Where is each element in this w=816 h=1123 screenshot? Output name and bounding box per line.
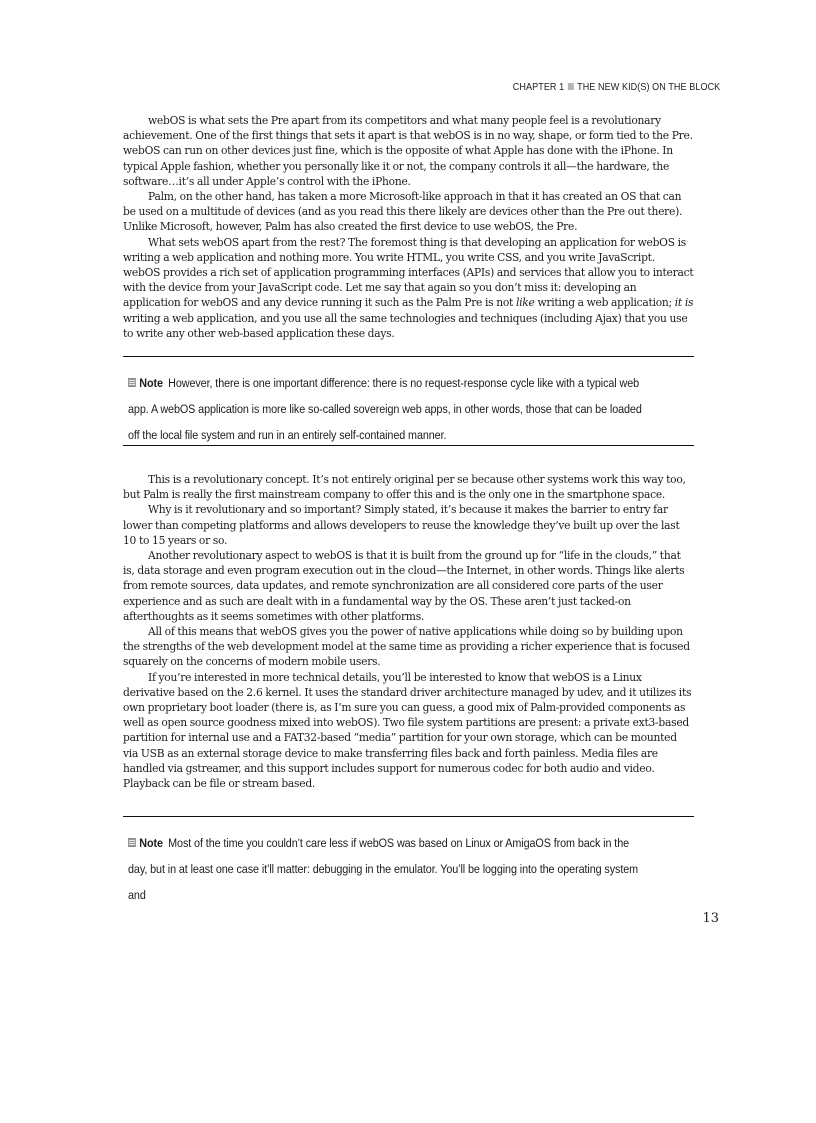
note-text: Most of the time you couldn’t care less if webOS was based on Linux or AmigaOS from back in the day, but in at least one case it’ll matter: debugging in the emulator. You’ll be logging into the operating system and: [128, 836, 639, 902]
note-icon: [128, 378, 136, 387]
note-top-rule: [123, 816, 694, 817]
separator-square-icon: [567, 83, 573, 90]
note-text: However, there is one important difference: there is no request-response cycle like with a typical web app. A webOS application is more like so-called sovereign web apps, in other words, those that can be loaded off the local file system and run in an entirely self-contained manner.: [128, 376, 642, 442]
note-box: [128, 830, 650, 908]
paragraph: This is a revolutionary concept. It’s not entirely original per se because other systems work this way too, but Palm is really the first mainstream company to offer this and is the only one in the smartphone space.: [123, 473, 686, 502]
paragraph: Why is it revolutionary and so important? Simply stated, it’s because it makes the barrier to entry far lower than competing platforms and allows developers to reuse the knowledge they’ve built up over the last 10 to 15 years or so.: [123, 503, 680, 547]
emphasis: like: [515, 296, 535, 310]
running-header: [512, 81, 720, 93]
emphasis: it is: [674, 296, 694, 310]
note-top-rule: [123, 356, 694, 357]
note-box: [128, 370, 650, 448]
paragraph: Palm, on the other hand, has taken a more Microsoft-like approach in that it has created an OS that can be used on a multitude of devices (and as you read this there likely are devices other than the Pre out there). Unlike Microsoft, however, Palm has also created the first device to use webOS, the Pre.: [123, 190, 683, 234]
paragraph: What sets webOS apart from the rest? The foremost thing is that developing an application for webOS is writing a web application and nothing more. You write HTML, you write CSS, and you write JavaScript. webOS provides a rich set of application programming interfaces (APIs) and services that allow you to interact with the device from your JavaScript code. Let me say that again so you don’t miss it: developing an application for webOS and any device running it such as the Palm Pre is not like writing a web application; it is writing a web application, and you use all the same technologies and techniques (including Ajax) that you use to write any other web-based application these days.: [123, 235, 694, 340]
chapter-label: CHAPTER 1: [512, 81, 564, 93]
section-2: [123, 472, 694, 791]
paragraph: All of this means that webOS gives you the power of native applications while doing so by building upon the strengths of the web development model at the same time as providing a richer experience that is focused squarely on the concerns of modern mobile users.: [123, 625, 690, 669]
paragraph: Another revolutionary aspect to webOS is that it is built from the ground up for “life in the clouds,” that is, data storage and even program execution out in the cloud—the Internet, in other words. Things like alerts from remote sources, data updates, and remote synchronization are all considered core parts of the user experience and as such are dealt with in a fundamental way by the OS. These aren’t just tacked-on afterthoughts as it seems sometimes with other platforms.: [123, 549, 685, 623]
paragraph: If you’re interested in more technical details, you’ll be interested to know that webOS is a Linux derivative based on the 2.6 kernel. It uses the standard driver architecture managed by udev, and it utilizes its own proprietary boot loader (there is, as I’m sure you can guess, a good mix of Palm-provided components as well as open source goodness mixed into webOS). Two file system partitions are present: a private ext3-based partition for internal use and a FAT32-based “media” partition for your own storage, which can be mounted via USB as an external storage device to make transferring files back and forth painless. Media files are handled via gstreamer, and this support includes support for numerous codec for both audio and video. Playback can be file or stream based.: [123, 670, 692, 791]
note-bottom-rule: [123, 445, 694, 446]
note-label: Note: [139, 376, 163, 390]
paragraph: webOS is what sets the Pre apart from its competitors and what many people feel is a revolutionary achievement. One of the first things that sets it apart is that webOS is in no way, shape, or form tied to the Pre. webOS can run on other devices just fine, which is the opposite of what Apple has done with the iPhone. In typical Apple fashion, whether you personally like it or not, the company controls it all—the hardware, the software…it’s all under Apple’s control with the iPhone.: [123, 114, 693, 188]
note-label: Note: [139, 836, 163, 850]
section-1: [123, 113, 694, 341]
page-number: 13: [702, 911, 719, 926]
note-icon: [128, 838, 136, 847]
chapter-title: THE NEW KID(S) ON THE BLOCK: [576, 81, 720, 93]
